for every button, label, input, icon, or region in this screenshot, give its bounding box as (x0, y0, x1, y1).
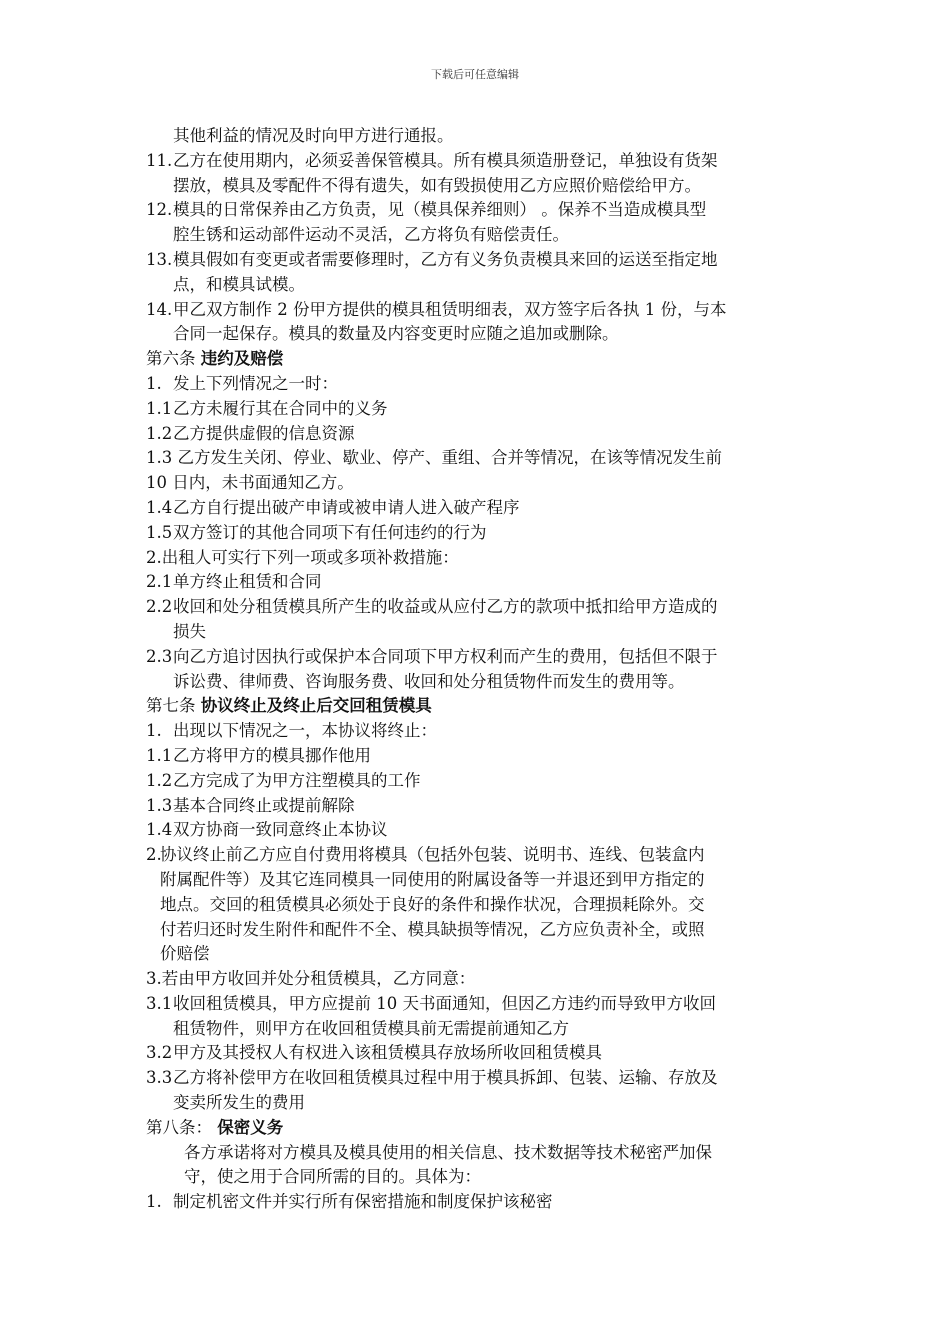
list-item-line (146, 570, 810, 595)
paragraph-line: 各方承诺将对方模具及模具使用的相关信息、技术数据等技术秘密严加保 (184, 1142, 712, 1162)
list-item-text: 乙方将补偿甲方在收回租赁模具过程中用于模具拆卸、包装、运输、存放及 (173, 1068, 718, 1088)
list-item-text: 模具假如有变更或者需要修理时，乙方有义务负责模具来回的运送至指定地 (173, 249, 718, 269)
paragraph-line: 1.3 乙方发生关闭、停业、歇业、停产、重组、合并等情况，在该等情况发生前 (146, 448, 722, 468)
list-item-line (146, 992, 810, 1017)
list-item-line (146, 273, 810, 298)
list-number: 14. (146, 299, 173, 319)
list-item-text: 双方协商一致同意终止本协议 (173, 820, 388, 840)
list-item-text: 协议终止前乙方应自付费用将模具（包括外包装、说明书、连线、包装盒内 (160, 845, 705, 865)
list-item-line (146, 298, 810, 323)
paragraph-line: 守，使之用于合同所需的目的。具体为： (184, 1167, 481, 1187)
list-number: 1. (146, 373, 162, 393)
list-item-line (146, 670, 810, 695)
paragraph-line: 3.若由甲方收回并处分租赁模具，乙方同意： (146, 969, 476, 989)
article-title: 违约及赔偿 (200, 349, 284, 369)
list-item-text: 基本合同终止或提前解除 (173, 795, 355, 815)
list-number: 13. (146, 249, 173, 269)
list-number: 1.5 (146, 522, 173, 542)
list-item-text: 乙方将甲方的模具挪作他用 (173, 745, 371, 765)
list-item-line (146, 248, 810, 273)
list-number: 11. (146, 150, 173, 170)
list-number: 1.1 (146, 745, 173, 765)
list-item-text: 乙方自行提出破产申请或被申请人进入破产程序 (173, 497, 520, 517)
list-item-text: 摆放，模具及零配件不得有遗失，如有毁损使用乙方应照价赔偿给甲方。 (173, 175, 701, 195)
list-item-text: 诉讼费、律师费、咨询服务费、收回和处分租赁物件而发生的费用等。 (173, 671, 685, 691)
article-number: 第六条 (146, 349, 201, 369)
list-item-text: 地点。交回的租赁模具必须处于良好的条件和操作状况，合理损耗除外。交 (160, 894, 705, 914)
list-item-line (146, 818, 810, 843)
list-number: 3.2 (146, 1043, 173, 1063)
list-item-line (146, 521, 810, 546)
list-item-text: 损失 (173, 621, 206, 641)
list-item-line (146, 397, 810, 422)
list-item-text: 收回租赁模具，甲方应提前 10 天书面通知，但因乙方违约而导致甲方收回 (173, 993, 716, 1013)
list-item-text: 附属配件等）及其它连同模具一同使用的附属设备等一并退还到甲方指定的 (160, 869, 705, 889)
article-title: 保密义务 (217, 1117, 284, 1137)
list-number: 1.4 (146, 497, 173, 517)
article-title: 协议终止及终止后交回租赁模具 (200, 696, 432, 716)
list-item-text: 制定机密文件并实行所有保密措施和制度保护该秘密 (173, 1192, 553, 1212)
list-item-line (146, 794, 810, 819)
list-number: 1.3 (146, 795, 173, 815)
list-item-text: 单方终止租赁和合同 (173, 572, 322, 592)
list-item-line (146, 1041, 810, 1066)
list-number: 2.3 (146, 646, 173, 666)
list-item-line (146, 942, 810, 967)
document-body (146, 124, 810, 1215)
list-item-text: 乙方在使用期内，必须妥善保管模具。所有模具须造册登记，单独设有货架 (173, 150, 718, 170)
article-number: 第七条 (146, 696, 201, 716)
paragraph-line: 其他利益的情况及时向甲方进行通报。 (173, 126, 454, 145)
list-item-text: 模具的日常保养由乙方负责，见（模具保养细则） 。保养不当造成模具型 (173, 200, 707, 220)
list-item-text: 付若归还时发生附件和配件不全、模具缺损等情况，乙方应负责补全，或照 (160, 919, 705, 939)
list-item-line (146, 1066, 810, 1091)
list-item-line (146, 769, 810, 794)
list-item-text: 向乙方追讨因执行或保护本合同项下甲方权利而产生的费用，包括但不限于 (173, 646, 718, 666)
list-item-text: 点，和模具试模。 (173, 274, 305, 294)
list-item-line (146, 223, 810, 248)
list-item-line (146, 645, 810, 670)
list-number: 12. (146, 200, 173, 220)
list-item-text: 甲方及其授权人有权进入该租赁模具存放场所收回租赁模具 (173, 1043, 602, 1063)
list-item-text: 租赁物件，则甲方在收回租赁模具前无需提前通知乙方 (173, 1018, 569, 1038)
list-item-text: 腔生锈和运动部件运动不灵活，乙方将负有赔偿责任。 (173, 225, 569, 245)
list-item-line (146, 868, 810, 893)
list-item-text: 双方签订的其他合同项下有任何违约的行为 (173, 522, 487, 542)
list-item-line (146, 149, 810, 174)
list-number: 1.4 (146, 820, 173, 840)
article-heading (146, 694, 810, 719)
article-number: 第八条： (146, 1117, 218, 1137)
list-item-text: 价赔偿 (160, 944, 210, 964)
list-number: 1.2 (146, 423, 173, 443)
list-item-line (146, 372, 810, 397)
list-item-text: 乙方完成了为甲方注塑模具的工作 (173, 770, 421, 790)
article-heading (146, 347, 810, 372)
list-item-text: 合同一起保存。模具的数量及内容变更时应随之追加或删除。 (173, 324, 619, 344)
list-number: 2. (146, 845, 162, 865)
list-item-text: 收回和处分租赁模具所产生的收益或从应付乙方的款项中抵扣给甲方造成的 (173, 597, 718, 617)
list-number: 3.1 (146, 993, 173, 1013)
list-item-line (146, 620, 810, 645)
list-number: 1.2 (146, 770, 173, 790)
list-item-line (146, 744, 810, 769)
list-item-line (146, 595, 810, 620)
list-item-line (146, 1190, 810, 1215)
list-item-line (146, 422, 810, 447)
list-item-line (146, 174, 810, 199)
list-item-text: 发上下列情况之一时： (173, 373, 338, 393)
list-item-line (146, 843, 810, 868)
list-item-line (146, 198, 810, 223)
paragraph-line: 10 日内，未书面通知乙方。 (146, 473, 354, 493)
list-number: 1. (146, 1192, 162, 1212)
list-item-line (146, 719, 810, 744)
paragraph-line: 2.出租人可实行下列一项或多项补救措施： (146, 547, 459, 567)
list-number: 3.3 (146, 1068, 173, 1088)
list-item-line (146, 1017, 810, 1042)
list-item-text: 乙方未履行其在合同中的义务 (173, 398, 388, 418)
list-number: 1.1 (146, 398, 173, 418)
list-number: 2.2 (146, 597, 173, 617)
list-item-text: 变卖所发生的费用 (173, 1093, 305, 1113)
list-item-line (146, 1091, 810, 1116)
list-item-line (146, 322, 810, 347)
list-item-line (146, 496, 810, 521)
list-item-line (146, 918, 810, 943)
page-header: 下载后可任意编辑 (431, 68, 519, 81)
list-item-text: 出现以下情况之一，本协议将终止： (173, 721, 437, 741)
list-item-text: 乙方提供虚假的信息资源 (173, 423, 355, 443)
list-number: 2.1 (146, 572, 173, 592)
list-item-line (146, 893, 810, 918)
article-heading (146, 1116, 810, 1141)
list-number: 1. (146, 721, 162, 741)
list-item-text: 甲乙双方制作 2 份甲方提供的模具租赁明细表，双方签字后各执 1 份，与本 (173, 299, 727, 319)
